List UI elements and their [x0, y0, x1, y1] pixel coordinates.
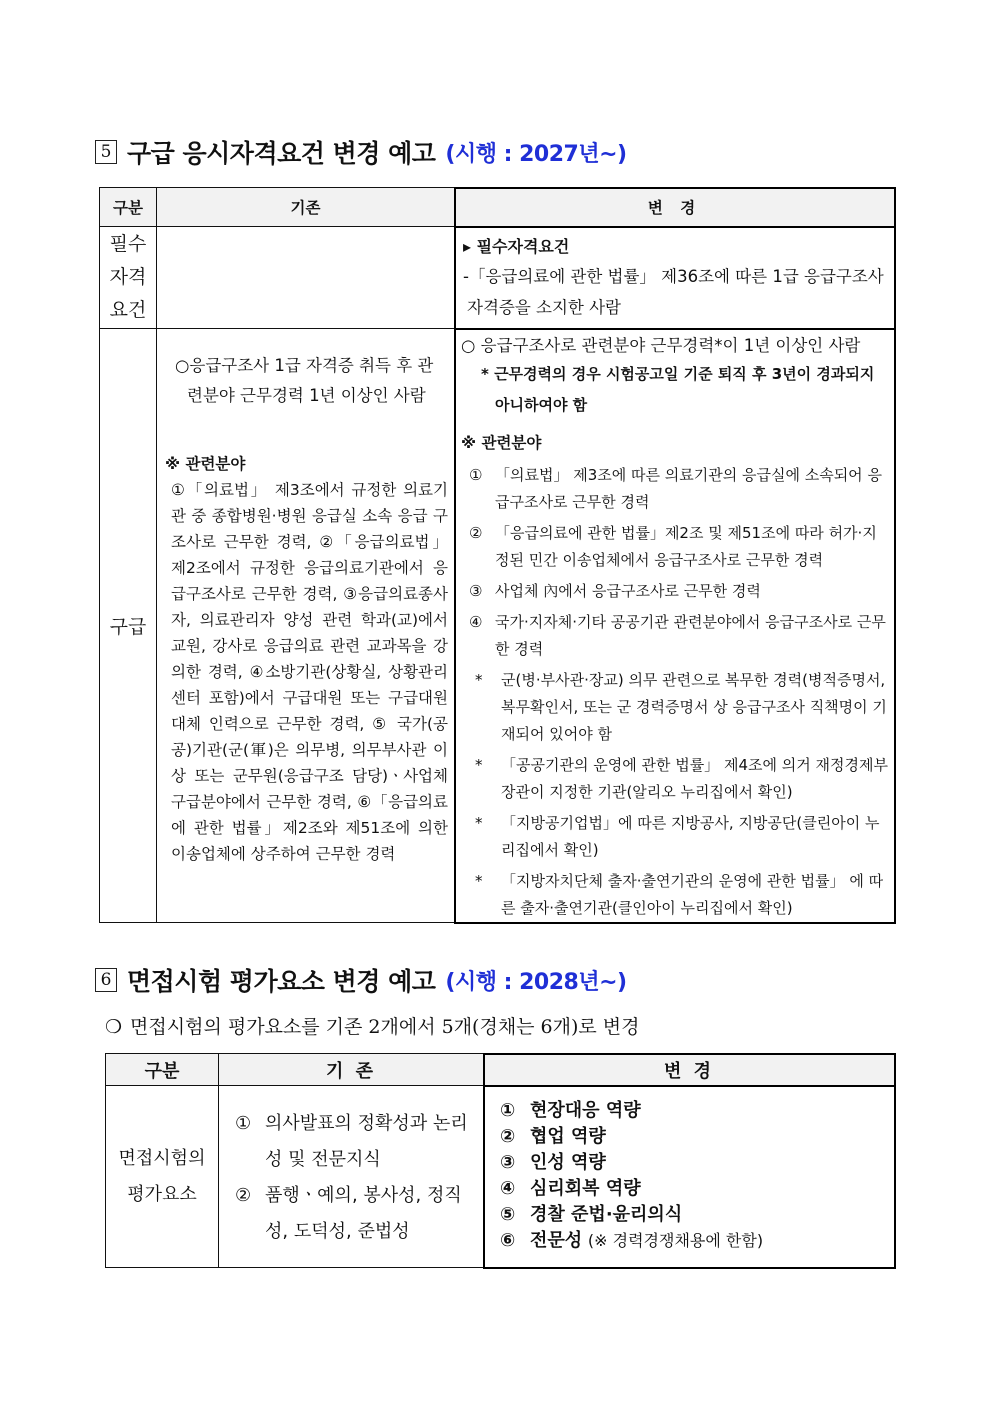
list-item: ⑥ 전문성 (※ 경력경쟁채용에 한함)	[500, 1230, 764, 1251]
bullet-icon: ❍	[105, 1016, 123, 1038]
list-item: * 「공공기관의 운영에 관한 법률」 제4조에 의거 재정경제부장관이 지정한 기관(알리오 누리집에서 확인)	[475, 756, 888, 801]
section5-table	[99, 187, 895, 923]
section6-bullet	[105, 1012, 640, 1039]
before-note-body: ①「의료법」 제3조에서 규정한 의료기관 중 종합병원·병원 응급실 소속 응급 구조사로 근무한 경력, ②「응급의료법」 제2조에서 규정한 응급의료기관에서 응급구조사로 근무한 경력, ③응급의료종사자, 의료관리자 양성 관련 학과(교)에서 교원, 강사로 응급의료 관련 교과목을 강의한 경력, ④소방기관(상황실, 상황관리센터 포함)에서 구급대원 또는 구급대원 대체 인력으로 근무한 경력, ⑤ 국가(공공)기관(군(軍)은 의무병, 의무부사관 이상 또는 군무원(응급구조 담당)ㆍ사업체 구급분야에서 근무한 경력, ⑥「응급의료에 관한 법률」제2조와 제51조에 의한 이송업체에 상주하여 근무한 경력	[171, 481, 448, 863]
section5-effective: (시행 : 2027년~)	[445, 141, 627, 167]
interview-after	[484, 1086, 895, 1268]
list-item: ① 「의료법」 제3조에 따른 의료기관의 응급실에 소속되어 응급구조사로 근무한 경력	[469, 466, 882, 511]
section6-effective: (시행 : 2028년~)	[445, 969, 627, 995]
required-heading: ▸ 필수자격요건	[463, 237, 570, 256]
section-number-box: 5	[95, 140, 117, 164]
before-note-title: ※ 관련분야	[165, 455, 246, 473]
required-text: -「응급의료에 관한 법률」 제36조에 따른 1급 응급구조사 자격증을 소지한 사람	[463, 267, 884, 317]
row2-after	[455, 329, 895, 923]
list-item: ⑤ 경찰 준법·윤리의식	[500, 1204, 683, 1225]
section6-title: 면접시험 평가요소 변경 예고	[127, 967, 436, 996]
section6-bullet-text: 면접시험의 평가요소를 기존 2개에서 5개(경채는 6개)로 변경	[130, 1016, 640, 1038]
interview-category: 면접시험의 평가요소	[106, 1086, 219, 1268]
list-item: * 「지방공기업법」에 따른 지방공사, 지방공단(클린아이 누리집에서 확인)	[475, 814, 880, 859]
header-before: 기 존	[219, 1054, 484, 1086]
row1-category: 필수 자격 요건	[100, 227, 157, 329]
section5-title: 구급 응시자격요건 변경 예고	[127, 139, 436, 168]
interview-before	[219, 1086, 484, 1268]
row1-after	[455, 227, 895, 329]
before-main: ○응급구조사 1급 자격증 취득 후 관련분야 근무경력 1년 이상인 사람	[175, 356, 434, 405]
row1-before	[157, 227, 455, 329]
list-item-note: (※ 경력경쟁채용에 한함)	[587, 1231, 764, 1250]
list-item: ① 의사발표의 정확성과 논리성 및 전문지식	[235, 1113, 468, 1170]
row2-before	[157, 329, 455, 923]
after-star-note: * 근무경력의 경우 시험공고일 기준 퇴직 후 3년이 경과되지 아니하여야 함	[481, 365, 875, 414]
header-category: 구분	[106, 1054, 219, 1086]
section6-heading	[95, 962, 627, 998]
header-before: 기존	[157, 188, 455, 227]
list-item: ① 현장대응 역량	[500, 1100, 641, 1121]
list-item: ② 협업 역량	[500, 1126, 606, 1147]
row2-category: 구급	[100, 329, 157, 923]
after-main: ○ 응급구조사로 관련분야 근무경력*이 1년 이상인 사람	[461, 336, 861, 355]
list-item: ② 품행ㆍ예의, 봉사성, 정직성, 도덕성, 준법성	[235, 1185, 462, 1242]
header-after: 변 경	[455, 188, 895, 227]
list-item: ② 「응급의료에 관한 법률」제2조 및 제51조에 따라 허가·지정된 민간 이송업체에서 응급구조사로 근무한 경력	[469, 524, 877, 569]
after-note-title: ※ 관련분야	[461, 434, 542, 452]
list-item: ③ 사업체 內에서 응급구조사로 근무한 경력	[469, 582, 761, 600]
list-item: * 군(병·부사관·장교) 의무 관련으로 복무한 경력(병적증명서, 복무확인서, 또는 군 경력증명서 상 응급구조사 직책명이 기재되어 있어야 함	[475, 671, 887, 743]
header-after: 변 경	[484, 1054, 895, 1086]
section5-heading	[95, 134, 627, 170]
list-item: ③ 인성 역량	[500, 1152, 606, 1173]
section6-table	[105, 1053, 895, 1268]
header-category: 구분	[100, 188, 157, 227]
list-item: ④ 심리회복 역량	[500, 1178, 641, 1199]
list-item: * 「지방자치단체 출자·출연기관의 운영에 관한 법률」 에 따른 출자·출연기관(클인아이 누리집에서 확인)	[475, 872, 884, 917]
list-item: ④ 국가·지자체·기타 공공기관 관련분야에서 응급구조사로 근무한 경력	[469, 613, 886, 658]
after-items-list	[461, 462, 888, 922]
section-number-box: 6	[95, 968, 117, 992]
